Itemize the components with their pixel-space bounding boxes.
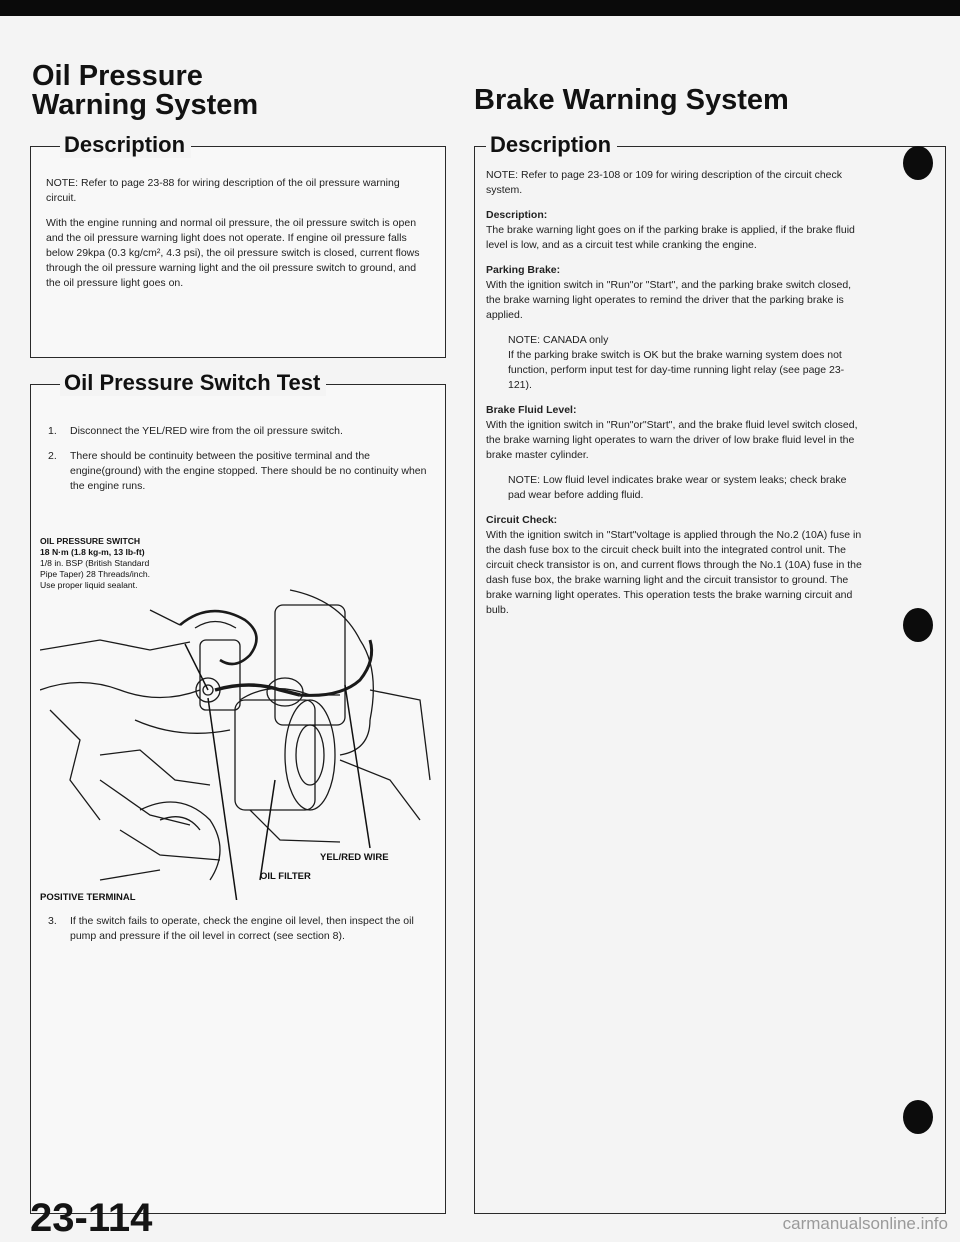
switch-test-heading: Oil Pressure Switch Test	[60, 370, 326, 396]
binder-hole-dot	[903, 1100, 933, 1134]
step-1-num: 1.	[48, 425, 57, 437]
step-2	[42, 449, 432, 494]
brake-description-heading: Description	[486, 132, 617, 158]
step-2-text: There should be continuity between the positive terminal and the engine(ground) with the engine stopped. There should be no continuity when the engine runs.	[70, 450, 427, 492]
binder-hole-dot	[903, 146, 933, 180]
yel-red-wire-callout: YEL/RED WIRE	[320, 852, 389, 863]
watermark: carmanualsonline.info	[782, 1214, 948, 1233]
step-3-num: 3.	[48, 915, 57, 927]
circuit-check-text: With the ignition switch in "Start"voltage is applied through the No.2 (10A) fuse in the dash fuse box to the circuit check built into the integrated control unit. The circuit check transistor is on, and current flows through the No.1 (10A) fuse in the dash fuse box, the brake warning light and the circuit transistor to ground. The brake warning light operates. This operation tests the brake warning circuit and bulb.	[486, 529, 862, 616]
spec-line5: Use proper liquid sealant.	[40, 580, 138, 590]
switch-test-step-3	[42, 914, 432, 954]
oil-description-note: NOTE: Refer to page 23-88 for wiring description of the oil pressure warning circuit.	[46, 177, 400, 204]
spec-line4: Pipe Taper) 28 Threads/inch.	[40, 569, 151, 579]
oil-description-heading: Description	[60, 132, 191, 158]
brake-note: NOTE: Refer to page 23-108 or 109 for wiring description of the circuit check system.	[486, 169, 843, 196]
spec-line2: 18 N·m (1.8 kg-m, 13 lb-ft)	[40, 547, 145, 557]
brake-fluid-label: Brake Fluid Level:	[486, 404, 577, 416]
spec-line3: 1/8 in. BSP (British Standard	[40, 558, 150, 568]
top-black-bar	[0, 0, 960, 16]
step-3	[42, 914, 432, 944]
brake-desc-label: Description:	[486, 209, 548, 221]
page-number: 23-114	[30, 1196, 153, 1240]
oil-description-text	[46, 176, 432, 301]
spec-line1: OIL PRESSURE SWITCH	[40, 536, 141, 546]
step-1	[42, 424, 432, 439]
oil-filter-callout: OIL FILTER	[260, 871, 311, 882]
step-1-text: Disconnect the YEL/RED wire from the oil pressure switch.	[70, 425, 343, 437]
canada-note-text: If the parking brake switch is OK but the brake warning system does not function, perform input test for day-time running light relay (see page 23-121).	[508, 349, 845, 391]
left-title-line2: Warning System	[32, 89, 259, 121]
step-2-num: 2.	[48, 450, 57, 462]
step-3-text: If the switch fails to operate, check the engine oil level, then inspect the oil pump and pressure if the oil level in correct (see section 8).	[70, 915, 414, 942]
brake-description-text	[486, 168, 862, 628]
parking-brake-text: With the ignition switch in "Run"or "Start", and the parking brake switch closed, the brake warning light operates to remind the driver that the parking brake is applied.	[486, 279, 852, 321]
brake-desc-text: The brake warning light goes on if the parking brake is applied, if the brake fluid level is low, and as a circuit test while cranking the engine.	[486, 224, 855, 251]
circuit-check-label: Circuit Check:	[486, 514, 558, 526]
binder-hole-dot	[903, 608, 933, 642]
canada-note-label: NOTE: CANADA only	[508, 334, 609, 346]
switch-test-steps-1-2	[42, 424, 432, 504]
brake-fluid-note: NOTE: Low fluid level indicates brake wear or system leaks; check brake pad wear before adding fluid.	[508, 474, 847, 501]
right-title: Brake Warning System	[474, 84, 789, 116]
parking-brake-label: Parking Brake:	[486, 264, 561, 276]
brake-fluid-text: With the ignition switch in "Run"or"Start", and the brake fluid level switch closed, the brake warning light operates to warn the driver of low brake fluid level in the brake master cylinder.	[486, 419, 858, 461]
left-title-line1: Oil Pressure	[32, 60, 203, 92]
oil-description-body: With the engine running and normal oil pressure, the oil pressure switch is open and the oil pressure warning light does not operate. If engine oil pressure falls below 29kpa (0.3 kg/cm², 4.3 psi), the oil pressure switch is closed, current flows through the oil pressure warning light and the oil pressure switch to ground, and the oil pressure light goes on.	[46, 217, 420, 289]
positive-terminal-callout: POSITIVE TERMINAL	[40, 892, 136, 903]
